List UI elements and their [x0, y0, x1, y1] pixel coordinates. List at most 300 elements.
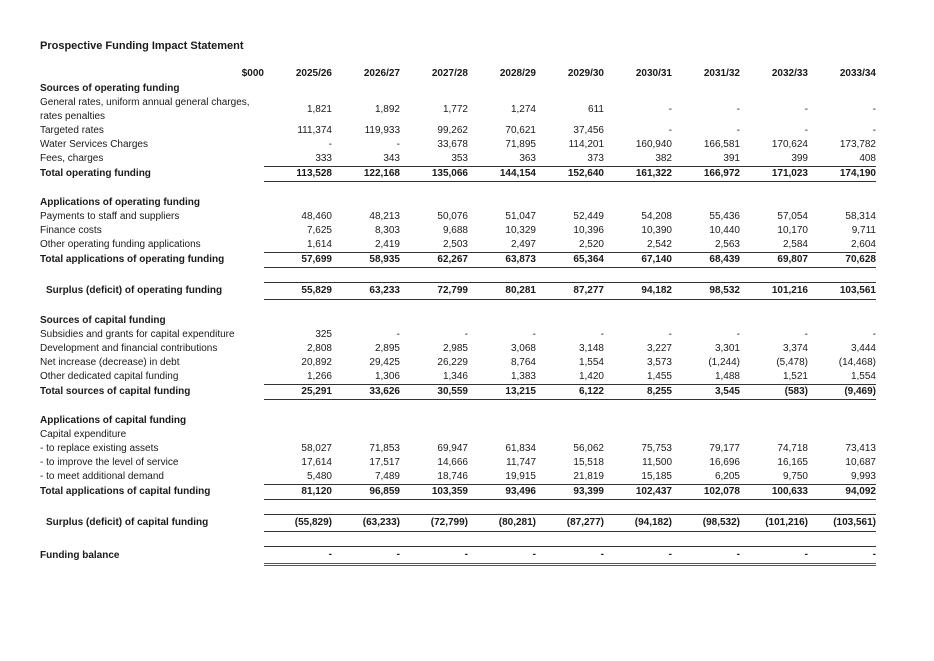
spacer-row	[40, 300, 876, 315]
value-cell: 72,799	[400, 283, 468, 300]
value-cell: 25,291	[264, 385, 332, 400]
empty-cell	[536, 414, 604, 428]
value-cell: -	[808, 547, 876, 565]
value-cell: 30,559	[400, 385, 468, 400]
value-cell: 8,764	[510, 357, 536, 368]
value-cell: 1,346	[442, 371, 468, 382]
row-label: Other dedicated capital funding	[40, 371, 179, 383]
value-cell: 373	[587, 153, 604, 164]
empty-cell	[604, 414, 672, 428]
value-cell: 15,185	[641, 471, 672, 482]
row-label: Total operating funding	[40, 168, 151, 179]
value-cell: (9,469)	[808, 385, 876, 400]
value-cell: -	[400, 547, 468, 565]
row-label: Surplus (deficit) of operating funding	[46, 285, 223, 296]
row-label: Targeted rates	[40, 125, 104, 136]
value-cell: 103,359	[400, 485, 468, 500]
value-cell: 55,436	[709, 211, 740, 222]
value-cell: 152,640	[536, 167, 604, 182]
empty-cell	[264, 196, 332, 210]
value-cell: 50,076	[437, 211, 468, 222]
value-cell: 160,940	[635, 139, 672, 150]
empty-cell	[808, 414, 876, 428]
value-cell: -	[464, 329, 468, 340]
empty-cell	[264, 414, 332, 428]
value-cell	[468, 428, 536, 442]
row-label: Net increase (decrease) in debt	[40, 357, 180, 368]
row-label: - to meet additional demand	[40, 471, 164, 483]
value-cell: 69,947	[437, 443, 468, 454]
value-cell: 71,853	[369, 443, 400, 454]
value-cell: (5,478)	[776, 357, 808, 368]
section-row	[40, 414, 876, 428]
value-cell: 2,542	[646, 239, 672, 250]
value-cell: 99,262	[437, 125, 468, 136]
row-label: Water Services Charges	[40, 139, 148, 150]
empty-cell	[468, 414, 536, 428]
value-cell: 70,621	[505, 125, 536, 136]
value-cell: 135,066	[400, 167, 468, 182]
spacer-row	[40, 268, 876, 283]
empty-cell	[604, 196, 672, 210]
section-row	[40, 196, 876, 210]
value-cell: -	[264, 547, 332, 565]
value-cell: 56,062	[573, 443, 604, 454]
item-row	[40, 442, 876, 456]
value-cell: 1,274	[510, 104, 536, 115]
empty-cell	[332, 196, 400, 210]
value-cell: 80,281	[468, 283, 536, 300]
value-cell: 122,168	[332, 167, 400, 182]
value-cell: 79,177	[709, 443, 740, 454]
value-cell: 166,581	[703, 139, 740, 150]
value-cell: 68,439	[672, 253, 740, 268]
value-cell: 166,972	[672, 167, 740, 182]
value-cell: 33,678	[437, 139, 468, 150]
value-cell: 8,303	[374, 225, 400, 236]
value-cell: 1,554	[578, 357, 604, 368]
value-cell: 16,165	[777, 457, 808, 468]
value-cell: 65,364	[536, 253, 604, 268]
value-cell: 13,215	[468, 385, 536, 400]
section-row	[40, 314, 876, 328]
year-header: 2033/34	[839, 67, 876, 79]
value-cell: -	[468, 547, 536, 565]
value-cell: 174,190	[808, 167, 876, 182]
row-label: Total applications of capital funding	[40, 486, 211, 497]
value-cell: 63,233	[332, 283, 400, 300]
year-header: 2030/31	[635, 67, 672, 79]
value-cell: 7,625	[306, 225, 332, 236]
value-cell: 51,047	[505, 211, 536, 222]
empty-cell	[400, 196, 468, 210]
value-cell: 37,456	[573, 125, 604, 136]
value-cell: 26,229	[437, 357, 468, 368]
value-cell: 325	[315, 329, 332, 340]
value-cell	[740, 428, 808, 442]
empty-cell	[400, 414, 468, 428]
empty-cell	[468, 82, 536, 96]
value-cell: 1,383	[510, 371, 536, 382]
value-cell: 111,374	[297, 125, 332, 136]
value-cell: 2,497	[510, 239, 536, 250]
statement-title: Prospective Funding Impact Statement	[40, 40, 244, 52]
value-cell: 1,266	[306, 371, 332, 382]
value-cell: -	[600, 329, 604, 340]
empty-cell	[264, 82, 332, 96]
tall-row	[40, 96, 876, 124]
value-cell: (55,829)	[264, 515, 332, 532]
value-cell: 61,834	[505, 443, 536, 454]
value-cell: 17,614	[301, 457, 332, 468]
row-label: Sources of operating funding	[40, 83, 180, 94]
item-row	[40, 138, 876, 152]
empty-cell	[672, 82, 740, 96]
value-cell: 100,633	[740, 485, 808, 500]
value-cell: 3,227	[646, 343, 672, 354]
value-cell: 48,213	[369, 211, 400, 222]
row-label: Sources of capital funding	[40, 315, 166, 326]
value-cell: 74,718	[777, 443, 808, 454]
value-cell: 2,419	[374, 239, 400, 250]
value-cell: 17,517	[369, 457, 400, 468]
value-cell: 102,078	[672, 485, 740, 500]
value-cell: 11,747	[506, 457, 536, 468]
value-cell: 93,496	[468, 485, 536, 500]
row-label: Subsidies and grants for capital expenditure	[40, 329, 235, 340]
item-row	[40, 370, 876, 385]
spacer-row	[40, 500, 876, 515]
item-row	[40, 152, 876, 167]
value-cell: 73,413	[845, 443, 876, 454]
item-row	[40, 342, 876, 356]
empty-cell	[740, 414, 808, 428]
value-cell: 343	[383, 153, 400, 164]
surplus-row	[40, 515, 876, 532]
value-cell: (98,532)	[672, 515, 740, 532]
empty-cell	[604, 314, 672, 328]
value-cell: 161,322	[604, 167, 672, 182]
value-cell: 114,201	[568, 139, 604, 150]
value-cell: 2,808	[306, 343, 332, 354]
value-cell: 21,819	[573, 471, 604, 482]
value-cell: 408	[859, 153, 876, 164]
year-header: 2025/26	[295, 67, 332, 79]
value-cell: -	[672, 547, 740, 565]
item-row	[40, 356, 876, 370]
value-cell: -	[532, 329, 536, 340]
value-cell: 69,807	[740, 253, 808, 268]
value-cell: -	[736, 104, 740, 115]
value-cell: 20,892	[301, 357, 332, 368]
value-cell: 58,027	[301, 443, 332, 454]
value-cell: 81,120	[264, 485, 332, 500]
row-label: Development and financial contributions	[40, 343, 218, 354]
spacer-cell	[40, 300, 876, 315]
value-cell	[536, 428, 604, 442]
value-cell: 16,696	[709, 457, 740, 468]
header-row	[40, 64, 876, 82]
spacer-cell	[40, 500, 876, 515]
value-cell: 9,688	[442, 225, 468, 236]
total-row	[40, 485, 876, 500]
value-cell: 2,520	[578, 239, 604, 250]
value-cell: 55,829	[264, 283, 332, 300]
value-cell: 10,396	[573, 225, 604, 236]
item-row	[40, 428, 876, 442]
units-label: $000	[241, 67, 264, 79]
value-cell: -	[872, 125, 876, 136]
row-label: Other operating funding applications	[40, 239, 201, 251]
empty-cell	[808, 196, 876, 210]
value-cell: 102,437	[604, 485, 672, 500]
value-cell: 3,573	[646, 357, 672, 368]
value-cell: 2,604	[850, 239, 876, 250]
value-cell: 1,554	[850, 371, 876, 382]
value-cell: 1,772	[442, 104, 468, 115]
value-cell: 57,699	[264, 253, 332, 268]
value-cell: (80,281)	[468, 515, 536, 532]
item-row	[40, 224, 876, 238]
empty-cell	[468, 314, 536, 328]
value-cell: -	[604, 547, 672, 565]
value-cell: 333	[315, 153, 332, 164]
value-cell: -	[328, 139, 332, 150]
item-row	[40, 456, 876, 470]
value-cell: 54,208	[641, 211, 672, 222]
value-cell: 101,216	[740, 283, 808, 300]
value-cell: 71,895	[505, 139, 536, 150]
value-cell: (14,468)	[838, 357, 876, 368]
value-cell: 6,205	[714, 471, 740, 482]
section-row	[40, 82, 876, 96]
value-cell: 9,711	[851, 225, 876, 236]
value-cell	[808, 428, 876, 442]
empty-cell	[468, 196, 536, 210]
row-label: Applications of capital funding	[40, 415, 187, 426]
value-cell: 19,915	[505, 471, 536, 482]
value-cell	[332, 428, 400, 442]
value-cell: 2,895	[374, 343, 400, 354]
item-row	[40, 238, 876, 253]
row-label: Surplus (deficit) of capital funding	[46, 517, 209, 528]
value-cell: -	[804, 125, 808, 136]
empty-cell	[264, 314, 332, 328]
year-header: 2032/33	[771, 67, 808, 79]
empty-cell	[740, 314, 808, 328]
value-cell: 10,390	[641, 225, 672, 236]
row-label: Fees, charges	[40, 153, 104, 165]
value-cell: 14,666	[437, 457, 468, 468]
value-cell: 96,859	[332, 485, 400, 500]
value-cell: -	[332, 547, 400, 565]
value-cell: 63,873	[468, 253, 536, 268]
year-header: 2027/28	[431, 67, 468, 79]
row-label: Funding balance	[40, 549, 120, 561]
empty-cell	[536, 82, 604, 96]
value-cell: 2,503	[442, 239, 468, 250]
value-cell: (63,233)	[332, 515, 400, 532]
value-cell: 1,521	[782, 371, 808, 382]
row-label: Applications of operating funding	[40, 197, 200, 208]
empty-cell	[400, 82, 468, 96]
table-body	[40, 82, 876, 565]
value-cell: (103,561)	[808, 515, 876, 532]
spacer-cell	[40, 182, 876, 197]
value-cell: 5,480	[306, 471, 332, 482]
value-cell: 2,584	[782, 239, 808, 250]
item-row	[40, 210, 876, 224]
value-cell: 1,455	[646, 371, 672, 382]
year-header: 2028/29	[499, 67, 536, 79]
value-cell: 75,753	[641, 443, 672, 454]
spacer-row	[40, 182, 876, 197]
item-row	[40, 470, 876, 485]
value-cell: 18,746	[437, 471, 468, 482]
value-cell: -	[804, 104, 808, 115]
row-label: Capital expenditure	[40, 429, 127, 440]
value-cell: 1,614	[306, 239, 332, 250]
value-cell: 8,255	[604, 385, 672, 400]
empty-cell	[400, 314, 468, 328]
value-cell: -	[668, 125, 672, 136]
value-cell: 10,440	[709, 225, 740, 236]
value-cell	[264, 428, 332, 442]
year-header: 2029/30	[567, 67, 604, 79]
value-cell: 94,182	[604, 283, 672, 300]
value-cell: 10,329	[505, 225, 536, 236]
value-cell: (94,182)	[604, 515, 672, 532]
value-cell: 58,314	[845, 211, 876, 222]
value-cell: 3,444	[850, 343, 876, 354]
value-cell: -	[668, 104, 672, 115]
value-cell: 611	[588, 104, 604, 115]
empty-cell	[672, 414, 740, 428]
value-cell: 1,821	[306, 104, 332, 115]
empty-cell	[672, 196, 740, 210]
row-label: General rates, uniform annual general charges, rates penalties	[40, 97, 250, 122]
row-label: Total applications of operating funding	[40, 254, 225, 265]
value-cell: 93,399	[536, 485, 604, 500]
empty-cell	[672, 314, 740, 328]
value-cell: -	[536, 547, 604, 565]
value-cell: 67,140	[604, 253, 672, 268]
total-row	[40, 385, 876, 400]
value-cell: 171,023	[740, 167, 808, 182]
spacer-cell	[40, 400, 876, 415]
value-cell: 1,306	[374, 371, 400, 382]
value-cell	[672, 428, 740, 442]
value-cell: -	[804, 329, 808, 340]
empty-cell	[740, 82, 808, 96]
value-cell: 10,687	[845, 457, 876, 468]
value-cell: 7,489	[374, 471, 400, 482]
spacer-row	[40, 532, 876, 547]
value-cell: 9,750	[782, 471, 808, 482]
value-cell: 2,563	[714, 239, 740, 250]
value-cell: -	[736, 329, 740, 340]
year-header: 2026/27	[363, 67, 400, 79]
value-cell: (72,799)	[400, 515, 468, 532]
value-cell: (1,244)	[708, 357, 740, 368]
value-cell: 103,561	[808, 283, 876, 300]
row-label: Payments to staff and suppliers	[40, 211, 180, 222]
row-label: Total sources of capital funding	[40, 386, 191, 397]
value-cell: -	[396, 139, 400, 150]
value-cell: 173,782	[839, 139, 876, 150]
value-cell: -	[668, 329, 672, 340]
value-cell: 52,449	[573, 211, 604, 222]
value-cell: 94,092	[808, 485, 876, 500]
balance-row	[40, 547, 876, 565]
value-cell: -	[872, 329, 876, 340]
surplus-row	[40, 283, 876, 300]
value-cell: -	[736, 125, 740, 136]
value-cell	[604, 428, 672, 442]
value-cell: 3,374	[782, 343, 808, 354]
value-cell: 144,154	[468, 167, 536, 182]
empty-cell	[536, 196, 604, 210]
spacer-row	[40, 400, 876, 415]
value-cell: 11,500	[642, 457, 672, 468]
value-cell: 1,488	[714, 371, 740, 382]
row-label: - to improve the level of service	[40, 457, 179, 468]
empty-cell	[332, 82, 400, 96]
value-cell: 87,277	[536, 283, 604, 300]
value-cell: 399	[791, 153, 808, 164]
item-row	[40, 124, 876, 138]
value-cell	[400, 428, 468, 442]
funding-impact-table	[40, 64, 876, 566]
value-cell: 2,985	[442, 343, 468, 354]
value-cell: 1,420	[578, 371, 604, 382]
empty-cell	[332, 314, 400, 328]
value-cell: 3,545	[672, 385, 740, 400]
value-cell: 10,170	[777, 225, 808, 236]
value-cell: 62,267	[400, 253, 468, 268]
empty-cell	[740, 196, 808, 210]
spacer-cell	[40, 268, 876, 283]
empty-cell	[808, 314, 876, 328]
value-cell: 391	[723, 153, 740, 164]
value-cell: 3,068	[510, 343, 536, 354]
value-cell: 1,892	[374, 104, 400, 115]
value-cell: 98,532	[672, 283, 740, 300]
row-label: - to replace existing assets	[40, 443, 159, 454]
value-cell: 9,993	[850, 471, 876, 482]
value-cell: 48,460	[301, 211, 332, 222]
total-row	[40, 253, 876, 268]
value-cell: 363	[519, 153, 536, 164]
value-cell: 29,425	[369, 357, 400, 368]
value-cell: -	[740, 547, 808, 565]
row-label: Finance costs	[40, 225, 102, 236]
total-row	[40, 167, 876, 182]
value-cell: 70,628	[808, 253, 876, 268]
empty-cell	[604, 82, 672, 96]
value-cell: (87,277)	[536, 515, 604, 532]
item-row	[40, 328, 876, 342]
value-cell: 3,148	[578, 343, 604, 354]
value-cell: 353	[451, 153, 468, 164]
empty-cell	[332, 414, 400, 428]
value-cell: (101,216)	[740, 515, 808, 532]
spacer-cell	[40, 532, 876, 547]
value-cell: 58,935	[332, 253, 400, 268]
year-header: 2031/32	[703, 67, 740, 79]
value-cell: -	[872, 104, 876, 115]
empty-cell	[536, 314, 604, 328]
